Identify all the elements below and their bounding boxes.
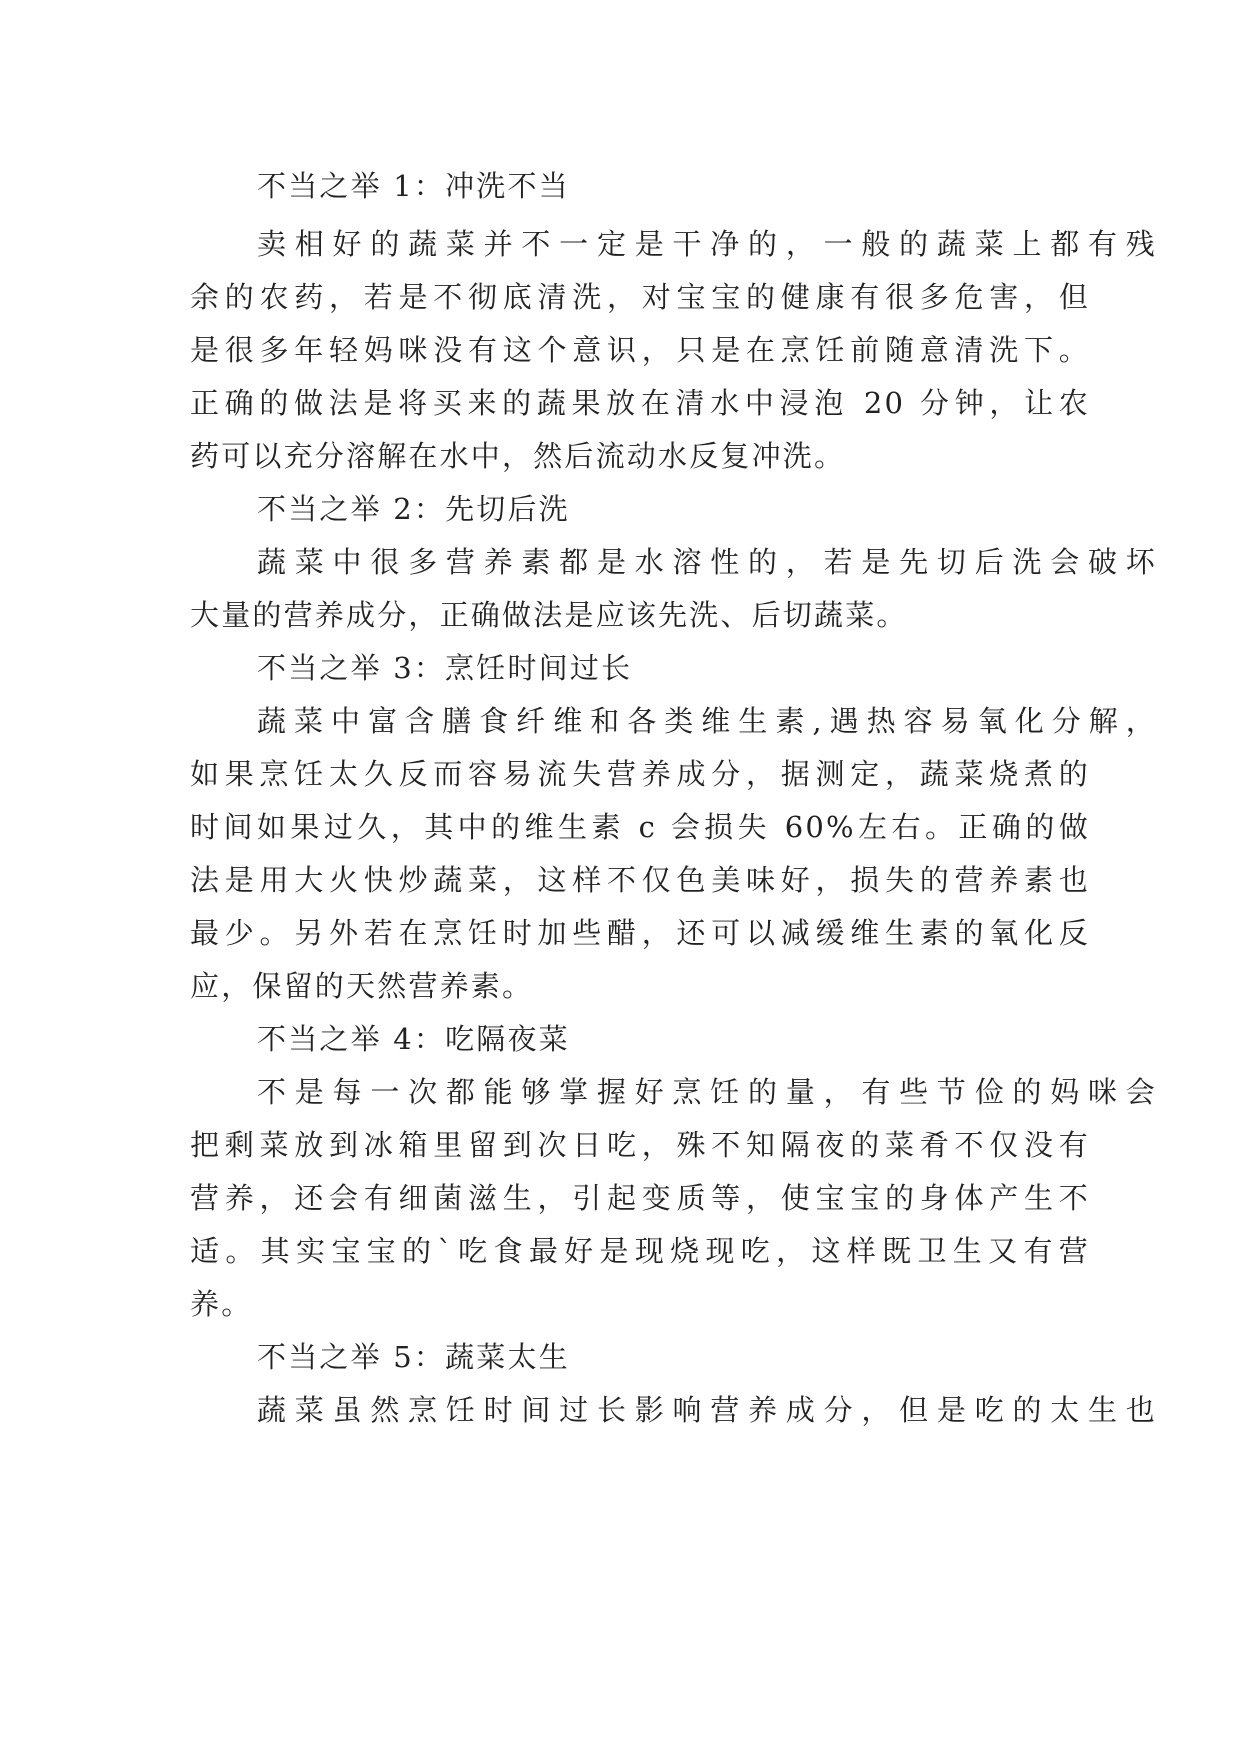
paragraph-line: 营养，还会有细菌滋生，引起变质等，使宝宝的身体产生不 xyxy=(190,1181,1090,1215)
paragraph-line: 药可以充分溶解在水中，然后流动水反复冲洗。 xyxy=(190,439,846,473)
paragraph-line: 卖相好的蔬菜并不一定是干净的，一般的蔬菜上都有残 xyxy=(257,227,1157,261)
paragraph-line: 不是每一次都能够掌握好烹饪的量，有些节俭的妈咪会 xyxy=(257,1075,1157,1109)
paragraph-line: 时间如果过久，其中的维生素 c 会损失 60%左右。正确的做 xyxy=(190,810,1090,844)
paragraph-line: 法是用大火快炒蔬菜，这样不仅色美味好，损失的营养素也 xyxy=(190,863,1090,897)
heading-mistake-2: 不当之举 2：先切后洗 xyxy=(257,492,570,526)
paragraph-line: 蔬菜虽然烹饪时间过长影响营养成分，但是吃的太生也 xyxy=(257,1393,1157,1427)
paragraph-line: 是很多年轻妈咪没有这个意识，只是在烹饪前随意清洗下。 xyxy=(190,333,1090,367)
heading-mistake-1: 不当之举 1：冲洗不当 xyxy=(257,169,570,203)
heading-mistake-4: 不当之举 4：吃隔夜菜 xyxy=(257,1022,570,1056)
paragraph-line: 蔬菜中很多营养素都是水溶性的，若是先切后洗会破坏 xyxy=(257,545,1157,579)
paragraph-line: 最少。另外若在烹饪时加些醋，还可以减缓维生素的氧化反 xyxy=(190,916,1090,950)
paragraph-line: 把剩菜放到冰箱里留到次日吃，殊不知隔夜的菜肴不仅没有 xyxy=(190,1128,1090,1162)
paragraph-line: 正确的做法是将买来的蔬果放在清水中浸泡 20 分钟，让农 xyxy=(190,386,1090,420)
paragraph-line: 大量的营养成分，正确做法是应该先洗、后切蔬菜。 xyxy=(190,598,908,632)
heading-mistake-5: 不当之举 5：蔬菜太生 xyxy=(257,1340,570,1374)
paragraph-line: 蔬菜中富含膳食纤维和各类维生素,遇热容易氧化分解， xyxy=(257,704,1157,738)
paragraph-line: 余的农药，若是不彻底清洗，对宝宝的健康有很多危害，但 xyxy=(190,280,1090,314)
paragraph-line: 养。 xyxy=(190,1287,253,1321)
paragraph-line: 如果烹饪太久反而容易流失营养成分，据测定，蔬菜烧煮的 xyxy=(190,757,1090,791)
heading-mistake-3: 不当之举 3：烹饪时间过长 xyxy=(257,651,633,685)
paragraph-line: 适。其实宝宝的`吃食最好是现烧现吃，这样既卫生又有营 xyxy=(190,1234,1090,1268)
paragraph-line: 应，保留的天然营养素。 xyxy=(190,969,534,1003)
